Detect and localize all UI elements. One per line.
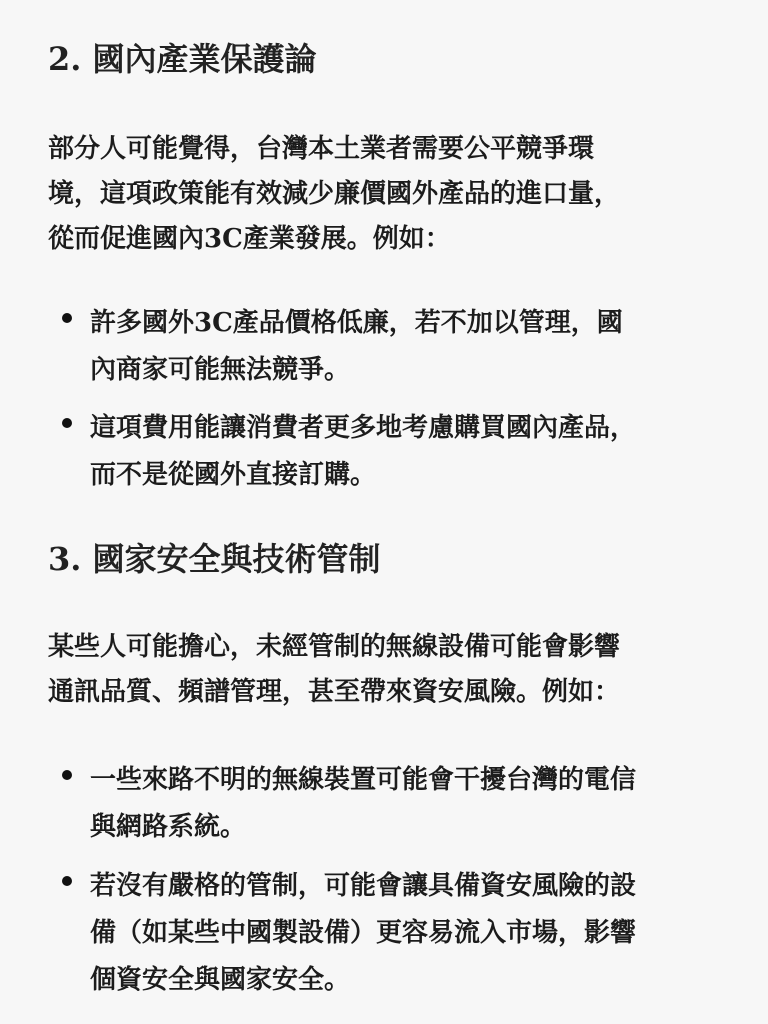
section-2-bullet-2 xyxy=(62,405,722,499)
section-3-bullet-1 xyxy=(62,757,722,851)
section-2-heading: 2. 國內產業保護論 xyxy=(48,40,317,78)
bullet-dot-icon xyxy=(62,876,72,886)
section-2-paragraph: 部分人可能覺得，台灣本土業者需要公平競爭環 境，這項政策能有效減少廉價國外產品的進口量， 從而促進國內3C產業發展。例如： xyxy=(48,134,621,254)
section-2-bullet-1 xyxy=(62,300,722,394)
bullet-dot-icon xyxy=(62,313,72,323)
section-3-bullet-2 xyxy=(62,863,722,1004)
bullet-text: 這項費用能讓消費者更多地考慮購買國內產品， 而不是從國外直接訂購。 xyxy=(90,413,637,490)
bullet-text: 若沒有嚴格的管制，可能會讓具備資安風險的設 備（如某些中國製設備）更容易流入市場，影響 個資安全與國家安全。 xyxy=(90,871,637,995)
section-3-paragraph: 某些人可能擔心，未經管制的無線設備可能會影響 通訊品質、頻譜管理，甚至帶來資安風險。例如： xyxy=(48,632,621,707)
bullet-dot-icon xyxy=(62,770,72,780)
bullet-dot-icon xyxy=(62,418,72,428)
bullet-text: 一些來路不明的無線裝置可能會干擾台灣的電信 與網路系統。 xyxy=(90,765,637,842)
section-3-heading: 3. 國家安全與技術管制 xyxy=(48,540,381,578)
bullet-text: 許多國外3C產品價格低廉，若不加以管理，國 內商家可能無法競爭。 xyxy=(90,308,623,385)
